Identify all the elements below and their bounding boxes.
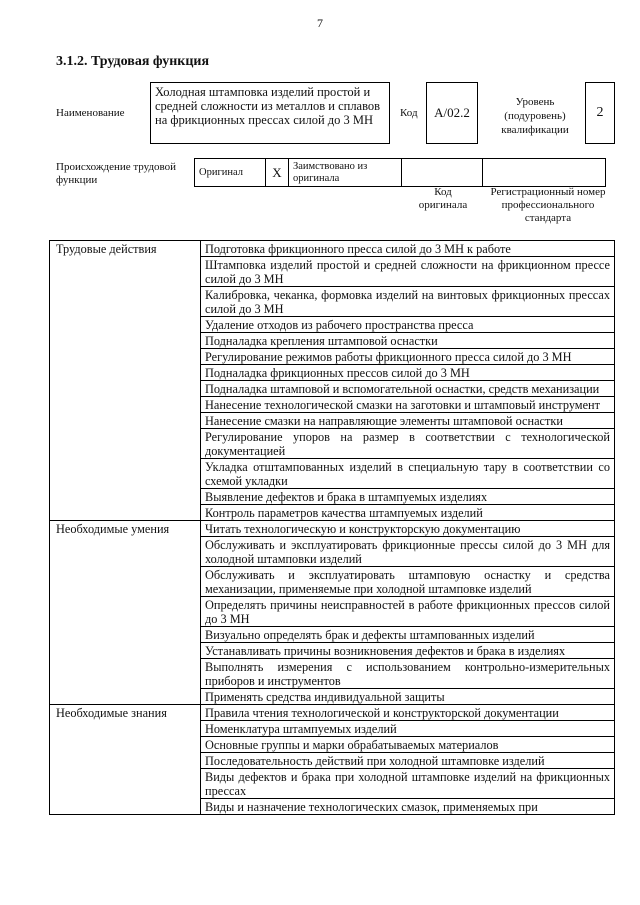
- item-cell: Виды и назначение технологических смазок, применяемых при: [201, 799, 615, 815]
- item-cell: Нанесение технологической смазки на заготовки и штамповый инструмент: [201, 397, 615, 413]
- code-value: А/02.2: [426, 82, 478, 144]
- reg-number-cell: [483, 159, 606, 187]
- item-cell: Подналадка фрикционных прессов силой до 3 МН: [201, 365, 615, 381]
- level-label: Уровень (подуровень) квалификации: [501, 96, 569, 136]
- item-cell: Калибровка, чеканка, формовка изделий на винтовых фрикционных прессах силой до 3 МН: [201, 287, 615, 317]
- item-cell: Применять средства индивидуальной защиты: [201, 689, 615, 705]
- page-number: 7: [317, 16, 323, 30]
- original-label: Оригинал: [195, 159, 266, 187]
- origin-label: Происхождение трудовой функции: [56, 161, 177, 186]
- item-cell: Основные группы и марки обрабатываемых материалов: [201, 737, 615, 753]
- name-label: Наименование: [56, 107, 125, 119]
- item-cell: Выполнять измерения с использованием контрольно-измерительных приборов и инструментов: [201, 659, 615, 689]
- item-cell: Регулирование упоров на размер в соответствии с технологической документацией: [201, 429, 615, 459]
- item-cell: Устанавливать причины возникновения дефектов и брака в изделиях: [201, 643, 615, 659]
- item-cell: Подналадка крепления штамповой оснастки: [201, 333, 615, 349]
- item-cell: Регулирование режимов работы фрикционного пресса силой до 3 МН: [201, 349, 615, 365]
- item-cell: Виды дефектов и брака при холодной штамповке изделий на фрикционных прессах: [201, 769, 615, 799]
- item-cell: Выявление дефектов и брака в штампуемых изделиях: [201, 489, 615, 505]
- original-mark: X: [266, 159, 289, 187]
- category-cell: Трудовые действия: [50, 241, 201, 521]
- section-title: 3.1.2. Трудовая функция: [56, 54, 210, 69]
- table-row: [50, 241, 615, 257]
- category-cell: Необходимые знания: [50, 705, 201, 815]
- origin-code-label: Код оригинала: [418, 186, 468, 211]
- item-cell: Номенклатура штампуемых изделий: [201, 721, 615, 737]
- item-cell: Визуально определять брак и дефекты штампованных изделий: [201, 627, 615, 643]
- origin-code-cell: [402, 159, 483, 187]
- item-cell: Укладка отштампованных изделий в специальную тару в соответствии со схемой укладки: [201, 459, 615, 489]
- level-value: 2: [585, 82, 615, 144]
- borrowed-label: Заимствовано из оригинала: [289, 159, 402, 187]
- item-cell: Последовательность действий при холодной штамповке изделий: [201, 753, 615, 769]
- item-cell: Контроль параметров качества штампуемых изделий: [201, 505, 615, 521]
- item-cell: Правила чтения технологической и конструкторской документации: [201, 705, 615, 721]
- table-row: [50, 705, 615, 721]
- item-cell: Обслуживать и эксплуатировать фрикционные прессы силой до 3 МН для холодной штамповки изделий: [201, 537, 615, 567]
- item-cell: Подналадка штамповой и вспомогательной оснастки, средств механизации: [201, 381, 615, 397]
- item-cell: Читать технологическую и конструкторскую документацию: [201, 521, 615, 537]
- table-row: [50, 521, 615, 537]
- name-value: Холодная штамповка изделий простой и средней сложности из металлов и сплавов на фрикционных прессах силой до 3 МН: [150, 82, 390, 144]
- item-cell: Штамповка изделий простой и средней сложности на фрикционном прессе силой до 3 МН: [201, 257, 615, 287]
- reg-number-label: Регистрационный номер профессионального стандарта: [490, 186, 606, 224]
- item-cell: Нанесение смазки на направляющие элементы штамповой оснастки: [201, 413, 615, 429]
- item-cell: Определять причины неисправностей в работе фрикционных прессов силой до 3 МН: [201, 597, 615, 627]
- item-cell: Подготовка фрикционного пресса силой до 3 МН к работе: [201, 241, 615, 257]
- category-cell: Необходимые умения: [50, 521, 201, 705]
- item-cell: Удаление отходов из рабочего пространства пресса: [201, 317, 615, 333]
- function-table: [49, 240, 615, 815]
- origin-table: [194, 158, 606, 187]
- item-cell: Обслуживать и эксплуатировать штамповую оснастку и средства механизации, применяемые при холодной штамповке изделий: [201, 567, 615, 597]
- code-label: Код: [400, 107, 418, 119]
